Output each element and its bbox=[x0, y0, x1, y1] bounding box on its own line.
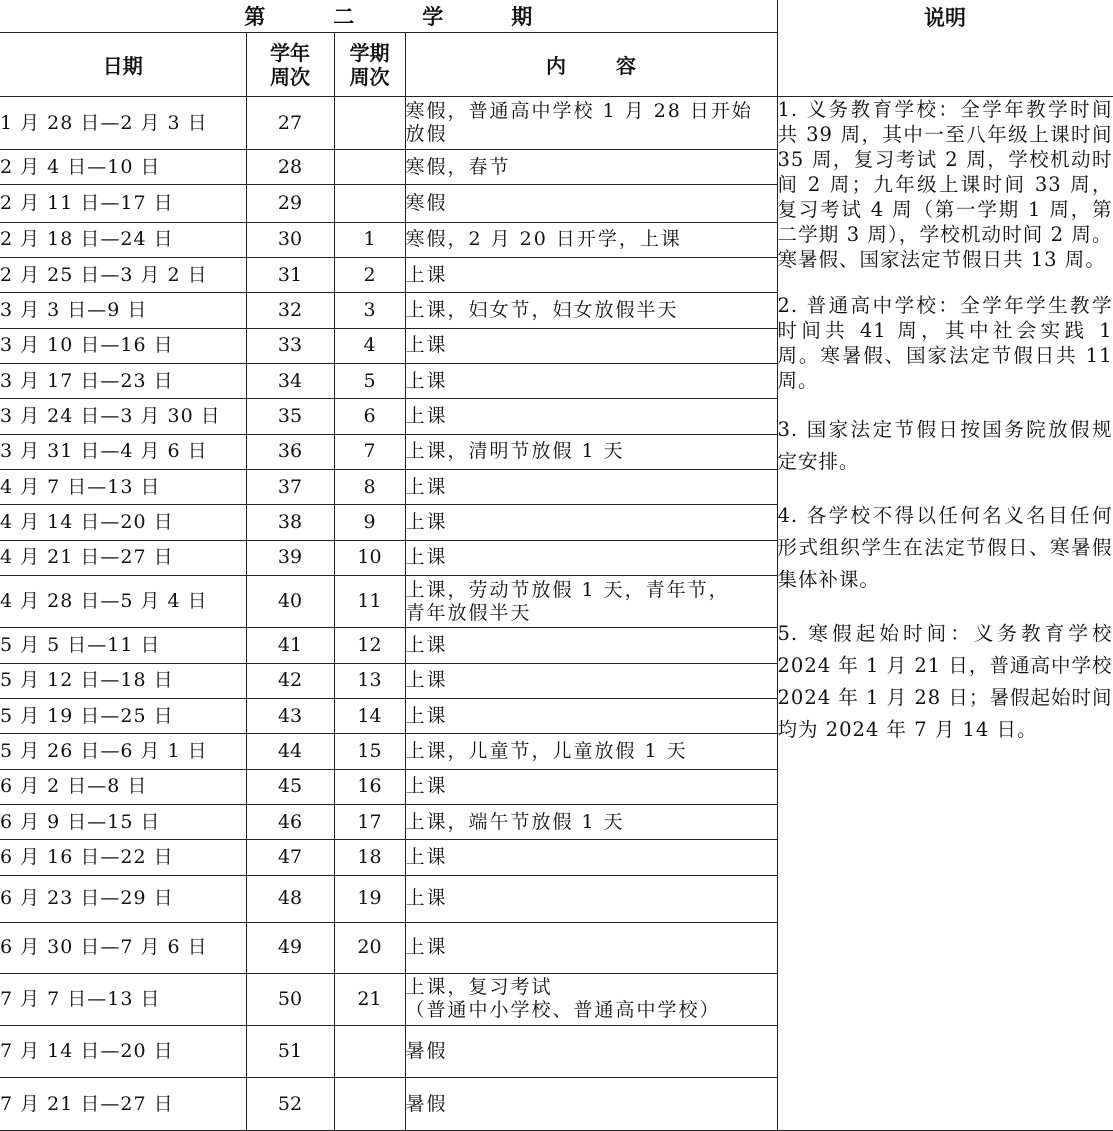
content-cell bbox=[405, 540, 777, 575]
content-line: 寒假 bbox=[405, 191, 448, 214]
content-line: 上课，儿童节，儿童放假 1 天 bbox=[405, 739, 688, 762]
content-line: 上课 bbox=[405, 669, 448, 692]
content-line: 上课 bbox=[405, 633, 448, 656]
term-week-cell: 11 bbox=[334, 575, 405, 627]
date-cell: 3 月 31 日—4 月 6 日 bbox=[0, 434, 246, 469]
date-cell: 4 月 7 日—13 日 bbox=[0, 469, 246, 504]
date-cell: 4 月 28 日—5 月 4 日 bbox=[0, 575, 246, 627]
notes-cell bbox=[777, 97, 1113, 1131]
note-paragraph: 2. 普通高中学校：全学年学生教学时间共 41 周，其中社会实践 1 周。寒暑假、国家法定节假日共 11 周。 bbox=[777, 294, 1113, 393]
term-week-cell: 3 bbox=[334, 293, 405, 328]
content-line: 上课 bbox=[405, 845, 448, 868]
note-paragraph: 5. 寒假起始时间：义务教育学校 2024 年 1 月 21 日，普通高中学校 2024 年 1 月 28 日；暑假起始时间均为 2024 年 7 月 14 日。 bbox=[777, 622, 1113, 742]
content-line: 暑假 bbox=[405, 1040, 448, 1063]
year-week-cell: 44 bbox=[246, 734, 334, 769]
year-week-cell: 38 bbox=[246, 505, 334, 540]
content-cell bbox=[405, 1026, 777, 1078]
term-week-cell: 20 bbox=[334, 923, 405, 973]
content-line: 寒假，春节 bbox=[405, 155, 511, 178]
date-cell: 2 月 18 日—24 日 bbox=[0, 222, 246, 257]
content-line: 上课，清明节放假 1 天 bbox=[405, 440, 625, 463]
year-week-cell: 40 bbox=[246, 575, 334, 627]
content-cell bbox=[405, 973, 777, 1025]
term-header-row bbox=[0, 0, 1113, 32]
content-line: 上课，妇女节，妇女放假半天 bbox=[405, 298, 679, 321]
year-week-cell: 42 bbox=[246, 663, 334, 698]
content-line: 上课 bbox=[405, 704, 448, 727]
year-week-cell: 50 bbox=[246, 973, 334, 1025]
content-cell bbox=[405, 734, 777, 769]
date-cell: 3 月 24 日—3 月 30 日 bbox=[0, 399, 246, 434]
content-line: 寒假，2 月 20 日开学，上课 bbox=[405, 228, 682, 251]
term-week-cell: 2 bbox=[334, 257, 405, 292]
content-line: 上课 bbox=[405, 263, 448, 286]
date-cell: 6 月 16 日—22 日 bbox=[0, 840, 246, 875]
content-cell bbox=[405, 663, 777, 698]
term-week-cell: 15 bbox=[334, 734, 405, 769]
year-week-cell: 46 bbox=[246, 804, 334, 839]
term-week-cell bbox=[334, 149, 405, 184]
term-week-cell: 16 bbox=[334, 769, 405, 804]
col-content-header: 内容 bbox=[405, 32, 777, 97]
term-week-cell: 18 bbox=[334, 840, 405, 875]
content-cell bbox=[405, 399, 777, 434]
year-week-cell: 51 bbox=[246, 1026, 334, 1078]
term-week-cell: 17 bbox=[334, 804, 405, 839]
year-week-cell: 34 bbox=[246, 363, 334, 398]
content-line: 上课 bbox=[405, 775, 448, 798]
year-week-cell: 33 bbox=[246, 328, 334, 363]
term-week-cell bbox=[334, 1078, 405, 1131]
content-cell bbox=[405, 328, 777, 363]
year-week-cell: 35 bbox=[246, 399, 334, 434]
content-line: 上课 bbox=[405, 404, 448, 427]
col-year-week-label-line2: 周次 bbox=[270, 64, 310, 89]
table-row bbox=[0, 97, 1113, 149]
term-week-cell: 14 bbox=[334, 698, 405, 733]
content-cell bbox=[405, 434, 777, 469]
date-cell: 5 月 19 日—25 日 bbox=[0, 698, 246, 733]
term-week-cell: 10 bbox=[334, 540, 405, 575]
content-cell bbox=[405, 222, 777, 257]
content-line: 青年放假半天 bbox=[405, 601, 532, 624]
content-cell bbox=[405, 1078, 777, 1131]
date-cell: 5 月 26 日—6 月 1 日 bbox=[0, 734, 246, 769]
content-line: （普通中小学校、普通高中学校） bbox=[405, 999, 721, 1022]
date-cell: 6 月 2 日—8 日 bbox=[0, 769, 246, 804]
date-cell: 6 月 9 日—15 日 bbox=[0, 804, 246, 839]
date-cell: 7 月 14 日—20 日 bbox=[0, 1026, 246, 1078]
content-line: 上课 bbox=[405, 334, 448, 357]
content-line: 上课 bbox=[405, 546, 448, 569]
content-cell bbox=[405, 185, 777, 222]
content-cell bbox=[405, 363, 777, 398]
content-line: 放假 bbox=[405, 123, 448, 146]
year-week-cell: 43 bbox=[246, 698, 334, 733]
date-cell: 5 月 5 日—11 日 bbox=[0, 628, 246, 663]
year-week-cell: 47 bbox=[246, 840, 334, 875]
year-week-cell: 27 bbox=[246, 97, 334, 149]
term-week-cell: 8 bbox=[334, 469, 405, 504]
col-term-week-header bbox=[334, 32, 405, 97]
note-paragraph: 4. 各学校不得以任何名义名目任何形式组织学生在法定节假日、寒暑假集体补课。 bbox=[777, 504, 1113, 592]
date-cell: 1 月 28 日—2 月 3 日 bbox=[0, 97, 246, 149]
year-week-cell: 39 bbox=[246, 540, 334, 575]
date-cell: 4 月 21 日—27 日 bbox=[0, 540, 246, 575]
term-week-cell: 19 bbox=[334, 875, 405, 922]
col-year-week-label-line1: 学年 bbox=[270, 40, 310, 65]
date-cell: 4 月 14 日—20 日 bbox=[0, 505, 246, 540]
date-cell: 6 月 30 日—7 月 6 日 bbox=[0, 923, 246, 973]
term-week-cell bbox=[334, 1026, 405, 1078]
term-week-cell bbox=[334, 185, 405, 222]
date-cell: 7 月 21 日—27 日 bbox=[0, 1078, 246, 1131]
term-week-cell: 13 bbox=[334, 663, 405, 698]
content-cell bbox=[405, 257, 777, 292]
content-line: 上课，劳动节放假 1 天，青年节， bbox=[405, 578, 730, 601]
term-week-cell: 4 bbox=[334, 328, 405, 363]
year-week-cell: 31 bbox=[246, 257, 334, 292]
content-cell bbox=[405, 628, 777, 663]
content-cell bbox=[405, 469, 777, 504]
content-cell bbox=[405, 505, 777, 540]
content-cell bbox=[405, 575, 777, 627]
content-line: 上课 bbox=[405, 887, 448, 910]
content-cell bbox=[405, 875, 777, 922]
content-line: 上课 bbox=[405, 936, 448, 959]
content-cell bbox=[405, 698, 777, 733]
year-week-cell: 41 bbox=[246, 628, 334, 663]
term-title: 第二学期 bbox=[0, 0, 777, 32]
content-line: 暑假 bbox=[405, 1092, 448, 1115]
year-week-cell: 28 bbox=[246, 149, 334, 184]
year-week-cell: 52 bbox=[246, 1078, 334, 1131]
col-date-header: 日期 bbox=[0, 32, 246, 97]
year-week-cell: 45 bbox=[246, 769, 334, 804]
note-paragraph: 3. 国家法定节假日按国务院放假规定安排。 bbox=[777, 418, 1113, 474]
content-cell bbox=[405, 769, 777, 804]
term-week-cell: 7 bbox=[334, 434, 405, 469]
content-line: 上课，复习考试 bbox=[405, 976, 553, 999]
term-week-cell: 5 bbox=[334, 363, 405, 398]
year-week-cell: 37 bbox=[246, 469, 334, 504]
content-line: 寒假，普通高中学校 1 月 28 日开始 bbox=[405, 100, 753, 123]
term-week-cell bbox=[334, 97, 405, 149]
content-cell bbox=[405, 293, 777, 328]
col-term-week-label-line2: 周次 bbox=[349, 64, 390, 89]
content-cell bbox=[405, 840, 777, 875]
content-line: 上课，端午节放假 1 天 bbox=[405, 810, 625, 833]
date-cell: 3 月 17 日—23 日 bbox=[0, 363, 246, 398]
date-cell: 7 月 7 日—13 日 bbox=[0, 973, 246, 1025]
term-week-cell: 6 bbox=[334, 399, 405, 434]
year-week-cell: 49 bbox=[246, 923, 334, 973]
content-line: 上课 bbox=[405, 510, 448, 533]
content-line: 上课 bbox=[405, 475, 448, 498]
note-paragraph: 1. 义务教育学校：全学年教学时间共 39 周，其中一至八年级上课时间 35 周，复习考试 2 周，学校机动时间 2 周；九年级上课时间 33 周，复习考试 4 周（第一学期 1 周，第二学期 3 周），学校机动时间 2 周。寒暑假、国家法定节假日共 13 周。 bbox=[777, 98, 1113, 272]
year-week-cell: 48 bbox=[246, 875, 334, 922]
year-week-cell: 36 bbox=[246, 434, 334, 469]
date-cell: 2 月 11 日—17 日 bbox=[0, 185, 246, 222]
term-week-cell: 21 bbox=[334, 973, 405, 1025]
date-cell: 3 月 10 日—16 日 bbox=[0, 328, 246, 363]
year-week-cell: 30 bbox=[246, 222, 334, 257]
year-week-cell: 29 bbox=[246, 185, 334, 222]
year-week-cell: 32 bbox=[246, 293, 334, 328]
date-cell: 5 月 12 日—18 日 bbox=[0, 663, 246, 698]
content-cell bbox=[405, 149, 777, 184]
col-year-week-header bbox=[246, 32, 334, 97]
content-cell bbox=[405, 923, 777, 973]
content-line: 上课 bbox=[405, 369, 448, 392]
term-week-cell: 1 bbox=[334, 222, 405, 257]
term-week-cell: 9 bbox=[334, 505, 405, 540]
date-cell: 6 月 23 日—29 日 bbox=[0, 875, 246, 922]
col-term-week-label-line1: 学期 bbox=[349, 40, 390, 65]
date-cell: 2 月 25 日—3 月 2 日 bbox=[0, 257, 246, 292]
notes-title: 说明 bbox=[777, 0, 1113, 97]
term-week-cell: 12 bbox=[334, 628, 405, 663]
date-cell: 3 月 3 日—9 日 bbox=[0, 293, 246, 328]
date-cell: 2 月 4 日—10 日 bbox=[0, 149, 246, 184]
content-cell bbox=[405, 97, 777, 149]
content-cell bbox=[405, 804, 777, 839]
